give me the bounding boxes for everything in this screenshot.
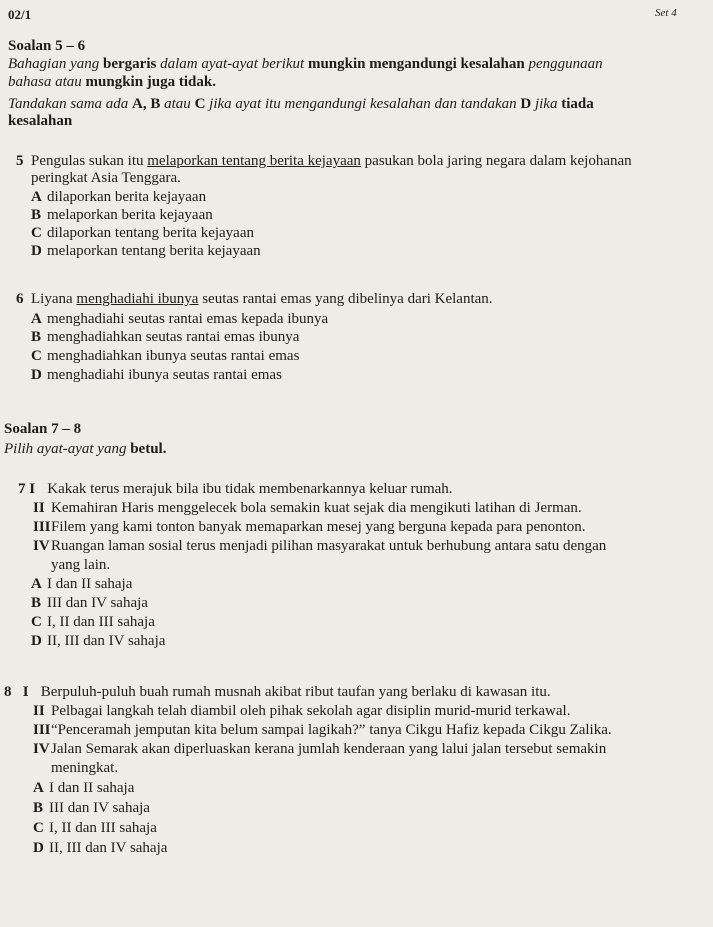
- q5-option-a[interactable]: A dilaporkan berita kejayaan: [31, 189, 207, 205]
- instruction-line-5: Pilih ayat-ayat yang betul.: [4, 441, 167, 457]
- section-title-5-6: Soalan 5 – 6: [8, 38, 86, 54]
- q5-option-d[interactable]: D melaporkan tentang berita kejayaan: [31, 243, 261, 259]
- q8-statement-iv: IVJalan Semarak akan diperluaskan kerana jumlah kenderaan yang lalui jalan tersebut semakin: [33, 741, 607, 757]
- section-title-7-8: Soalan 7 – 8: [4, 421, 82, 437]
- q7-statement-iii: IIIFilem yang kami tonton banyak memaparkan mesej yang berguna kepada para penonton.: [33, 519, 586, 535]
- q8-statement-i: 8 I Berpuluh-puluh buah rumah musnah akibat ribut taufan yang berlaku di kawasan itu.: [4, 684, 551, 700]
- q7-option-d[interactable]: D II, III dan IV sahaja: [31, 633, 166, 649]
- q8-option-a[interactable]: A I dan II sahaja: [33, 780, 135, 796]
- set-label: Set 4: [655, 7, 677, 19]
- question-5-stem-line-2: peringkat Asia Tenggara.: [31, 170, 181, 186]
- q5-option-b[interactable]: B melaporkan berita kejayaan: [31, 207, 213, 223]
- q8-option-d[interactable]: D II, III dan IV sahaja: [33, 840, 168, 856]
- page-code: 02/1: [8, 7, 32, 22]
- q7-statement-ii: II Kemahiran Haris menggelecek bola semakin kuat sejak dia mengikuti latihan di Jerman.: [33, 500, 582, 516]
- question-6-stem: 6 Liyana menghadiahi ibunya seutas rantai emas yang dibelinya dari Kelantan.: [16, 291, 493, 307]
- q6-option-b[interactable]: B menghadiahkan seutas rantai emas ibunya: [31, 329, 300, 345]
- q5-option-c[interactable]: C dilaporkan tentang berita kejayaan: [31, 225, 254, 241]
- instruction-line-1: Bahagian yang bergaris dalam ayat-ayat berikut mungkin mengandungi kesalahan penggunaan: [8, 56, 603, 72]
- q7-statement-i: 7 I Kakak terus merajuk bila ibu tidak membenarkannya keluar rumah.: [18, 481, 453, 497]
- q7-option-c[interactable]: C I, II dan III sahaja: [31, 614, 155, 630]
- q6-option-d[interactable]: D menghadiahi ibunya seutas rantai emas: [31, 367, 282, 383]
- q8-statement-ii: II Pelbagai langkah telah diambil oleh pihak sekolah agar disiplin murid-murid terkawal.: [33, 703, 571, 719]
- instruction-line-2: bahasa atau mungkin juga tidak.: [8, 74, 216, 90]
- q6-option-c[interactable]: C menghadiahkan ibunya seutas rantai emas: [31, 348, 300, 364]
- q7-option-a[interactable]: A I dan II sahaja: [31, 576, 133, 592]
- underlined-phrase: melaporkan tentang berita kejayaan: [147, 153, 361, 169]
- q7-option-b[interactable]: B III dan IV sahaja: [31, 595, 148, 611]
- q8-option-b[interactable]: B III dan IV sahaja: [33, 800, 150, 816]
- question-5-stem: 5 Pengulas sukan itu melaporkan tentang berita kejayaan pasukan bola jaring negara dalam kejohanan: [16, 153, 632, 169]
- instruction-line-4: kesalahan: [8, 113, 73, 129]
- q6-option-a[interactable]: A menghadiahi seutas rantai emas kepada ibunya: [31, 311, 329, 327]
- q7-statement-iv: IVRuangan laman sosial terus menjadi pilihan masyarakat untuk berhubung antara satu dengan: [33, 538, 607, 554]
- q8-option-c[interactable]: C I, II dan III sahaja: [33, 820, 157, 836]
- q7-statement-iv-cont: yang lain.: [51, 557, 111, 573]
- q8-statement-iii: III“Penceramah jemputan kita belum sampai lagikah?” tanya Cikgu Hafiz kepada Cikgu Zalika.: [33, 722, 612, 738]
- instruction-line-3: Tandakan sama ada A, B atau C jika ayat itu mengandungi kesalahan dan tandakan D jika tiada: [8, 96, 594, 112]
- underlined-phrase: menghadiahi ibunya: [76, 291, 199, 307]
- q8-statement-iv-cont: meningkat.: [51, 760, 119, 776]
